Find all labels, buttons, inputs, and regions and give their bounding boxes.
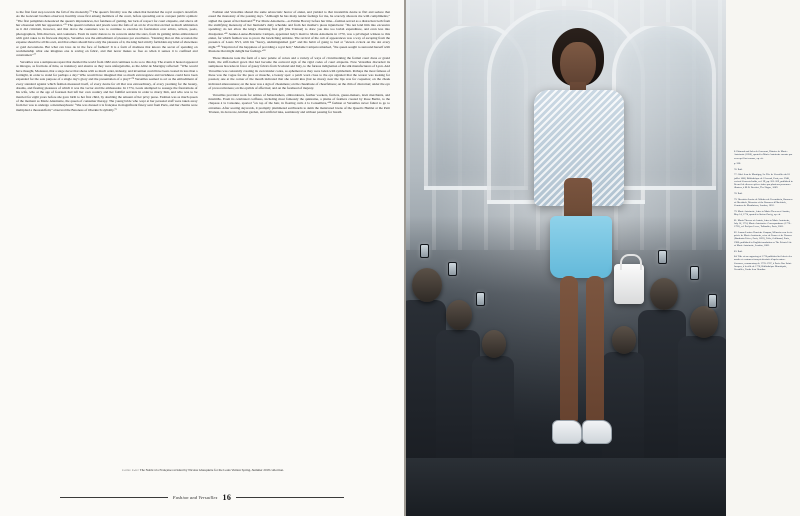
page-number: 16 bbox=[222, 493, 232, 502]
model-shoe-right bbox=[582, 420, 612, 444]
body-paragraph: These illusions took the form of a new palette of colors and a variety of ways of circumventing the formal court dress or grand habit, the stiff-bodied gown that had become the outward sign of the rigid codes of court etiquette. Now Versailles discarded its sumptuous brocades in favor of gauzy fabrics from Scotland and Italy, to the furious indignation of the silk manufacturers of Lyon. And Versailles was constantly creating its own insider codes, as ephemeral as they were laden with symbolism. Perhaps the most famous of these was the vogue for the puce or mouche, a beauty spot: a patch worn close to the eye signaled that the wearer was looking for passion; one at the corner of the mouth indicated that she would kiss (but no more); near the lips was for coquettes; on the cheek indicated amorousness; on the nose was a sign of cheekiness; on the cheekbone of cheerfulness; on the chin of discretion; under the eye of provocativeness; on the eyelids of affection; and on the forehead of majesty. bbox=[208, 55, 391, 91]
body-text-columns bbox=[16, 10, 390, 430]
caption-lead: facing page: bbox=[122, 467, 140, 472]
model-leg-right bbox=[586, 276, 604, 426]
audience-head bbox=[650, 278, 678, 310]
runway-model bbox=[502, 28, 652, 498]
runway-photograph bbox=[406, 0, 726, 516]
page-footer bbox=[0, 493, 404, 502]
endnote: 8. Edmond and Jules de Goncourt, Histoire de Marie-Antoinette (1858), quoted in Marie-Antoinette raconte par ceux qui l'ont connue, op. cit. bbox=[734, 150, 793, 160]
footer-rule-left bbox=[60, 497, 168, 498]
model-leg-left bbox=[560, 276, 578, 426]
photo-scene bbox=[406, 0, 726, 516]
audience-head bbox=[412, 268, 442, 302]
endnote: 84. Title of an engraving of 1776 published in Galerie des modes et costumes français dessinés d'après nature. Gravures, commentary de 1778–1787, à Paris: Rue Saint-Jacques, à la ville de 1778, Bibliothèque Municipale, Versailles, Fonds Jean Hondius. bbox=[734, 255, 792, 272]
phone-icon bbox=[448, 262, 457, 276]
endnote: p. 208. bbox=[734, 162, 741, 166]
footer-rule-right bbox=[236, 497, 344, 498]
endnote: 82. Jeanne-Louise-Henriette Campan, Mémoires sur la vie privée de Marie-Antoinette, reine de France et de Navarre (Baudouin Frères, Paris, 1822), Folio, Gallimard, Paris, 1988; published in English translation as The Private Life of Marie Antoinette, London, 1883. bbox=[734, 230, 793, 247]
endnote: 77. Abbé Jean de Montigny, La Fête de Versailles du 18 juillet 1668, Bibliothèque de l'Arsenal, Paris, ms. 2948, revised Concerts Indiis, vol. IX, pp. 205–209, published in Recueil de diverses pièces faites par plusieurs personnes illustres, à M.D. Drochet, The Hague, 1669. bbox=[734, 173, 793, 190]
endnote: 76. Ibid. bbox=[734, 167, 743, 171]
audience-head bbox=[446, 300, 472, 330]
phone-icon bbox=[420, 244, 429, 258]
phone-icon bbox=[476, 292, 485, 306]
running-title: Fashion and Versailles bbox=[172, 495, 218, 500]
phone-icon bbox=[690, 266, 699, 280]
endnote: 79. Marie Antoinette, letter to Maria Theresa of Austria, May 14, 1774, quoted in Stefan Zweig, op. cit. bbox=[734, 209, 790, 217]
endnote: 83. Ibid. bbox=[734, 249, 743, 253]
endnote: 78. Ibid. bbox=[734, 192, 743, 196]
body-paragraph: Versailles was a sumptuous repast that dazzled the world from 1682 and continues to do so to this day. The events it hosted appeared as mirages, as fractions of time, as transitory and elusive as they were unforgettable, as the Abbé de Mortigny reflected: “Who would have thought, Monsieur, that a stage decor that shone with so much order, industry, and invention could have been created in less than a fortnight, in order to stand for perhaps a day? Who would have imagined that so much extravagance and lavishness could have been expended for the sole purpose of a single day's glory and the presentation of a play?”⁷⁸ Versailles seemed to act as the embodiment of every standard against which fashion measured itself, of every desire for all that was extraordinary, of every yearning for the beauty, dreams, and fleeting pleasures of which it was the vector and the ambassador. In 1774, Louis attempted to assuage the frustrations of his wife, who at the age of fourteen had left her own country and her faithful servants in order to marry him, and who was to be married for eight years before she gave birth to her first child, by doubling the amount of her privy purse. Fashion was as much queen of the moment as Marie Antoinette, the queen of consumer therapy. The young bride who wept at her personal staff were taken away from her was to undergo a metamorphosis: “She was dressed à la française in magnificent finery sent from Paris, and her charms were multiplied a thousandfold,” observed the Baroness of Oberkirch stylishly.⁷⁹ bbox=[16, 59, 198, 112]
model-handbag bbox=[614, 264, 644, 304]
right-page bbox=[406, 0, 800, 516]
body-paragraph: Fashion and Versailles shared the same aristocratic horror of ennui, and yielded to that irresistible desire to flirt and seduce that eased the monotony of the passing days. “Although he has many tender feelings for me, he scarcely showers me with compliments,” sighed the queen of her husband.⁸⁰ For Marie Antoinette—as Emma Bovary before her time—fashion served as a distraction both from the stultifying monotony of her husband's daily schedule and from her mother's pious injunctions: “Do not lend him into excessive spending; do not allow the king's charming first gift [the Trianon] to draw you into too lavish expenditure, and even less into dissipation.”⁸¹ Jeanne-Louise-Henriette Campan, appointed lady's maid to Marie Antoinette in 1770, was a privileged witness to this ennui, for which fashion was to prove the bewitching antidote. The revival of the cult of appearances was a way of escaping from the presence of Louis XVI, with his “heavy, undistinguished gait” and his habit of going to bed at “eleven o'clock on the dot every night.”⁸² “Deprived of the happiness of providing a royal heir,” Madame Campan remarked, “the queen sought to surround herself with illusions that might delight her feelings.”⁸³ bbox=[208, 10, 390, 54]
audience-head bbox=[690, 306, 718, 338]
caption-text: The Noblé à la Française revisited by Nicolas Ghesquière for the Louis Vuitton Spring–Summer 2018 collection. bbox=[139, 467, 284, 472]
phone-icon bbox=[708, 294, 717, 308]
body-paragraph: Versailles provided work for armies of haberdashers, embroiderers, feather workers, furriers, gauze-makers, lawn merchants, and tinsmiths. From its celebrated coiffures, including most famously the quinzaine, a plume of feathers created by Rose Bertin, to the chapeau à la Caisonne, sported “on top of the hair, in floating curls à la Conseillère,”⁸⁴ fashion at Versailles never failed to go to extremes. After soaring skywards, it promptly plummeted earthwards to skim the manicured lawns of the Queen's Hamlet at the Petit Trianon, its dovecote, kitchen garden, and artificial lake, seamlessly and without pausing for breath. bbox=[208, 92, 390, 114]
endnotes-column bbox=[734, 150, 794, 274]
endnote: 79. Henriette-Louise de Waldner de Freundstein, Baroness of Oberkirch, Memoirs of the Baroness d'Oberkirch, Countess de Montbrison, London, 1852. bbox=[734, 197, 793, 208]
model-skirt bbox=[550, 216, 612, 278]
endnote: 81. Maria Theresa of Austria, letter to Marie Antoinette, July 16, 1774, Marie-Antoinette: Correspondance (1770–1793), ed. Évelyne Lever, Tallandier, Paris, 2005. bbox=[734, 218, 792, 229]
model-shoe-left bbox=[552, 420, 582, 444]
phone-icon bbox=[658, 250, 667, 264]
body-paragraph: to the first fatal step towards the fall of the monarchy.⁷⁵ The queen's frivolity was the omen that heralded the royal couple's downfall. As the Goncourt brothers observed, hostility arose first among members of the court, before spreading out to conquer public opinion: “The first pamphlets denounced the queen's imprudences, her fondness of gaming, her lack of respect for court etiquette, and above all her obsession with her appearance.”⁷⁶ The queen's toilettes and jewels were the foils of an art de vivre that excited as much admiration as it did criticism, however, and that drove the couturiers was to continue to exercise its fascination over artists, writers, poets, photographers, film directors, and couturiers. From its rustic dances to its concerts under the stars, from its gaming tables embroidered with gold cakes to its firework displays, Versailles was the embodiment of pleasure par excellence. “Desiring that on this occasion the expense should be all his own, and that others should have only the pleasure of it, the king had strictly forbidden any kind of showiness or gold decorations. But what can laws do in the face of fashion? It is a form of madness that knows the secret of spending on workmanship what one imagines one is saving on fabric, and that never makes so free as when it senses it is confined and constrained.”⁷⁷ bbox=[16, 10, 198, 58]
figure-caption bbox=[16, 468, 390, 472]
